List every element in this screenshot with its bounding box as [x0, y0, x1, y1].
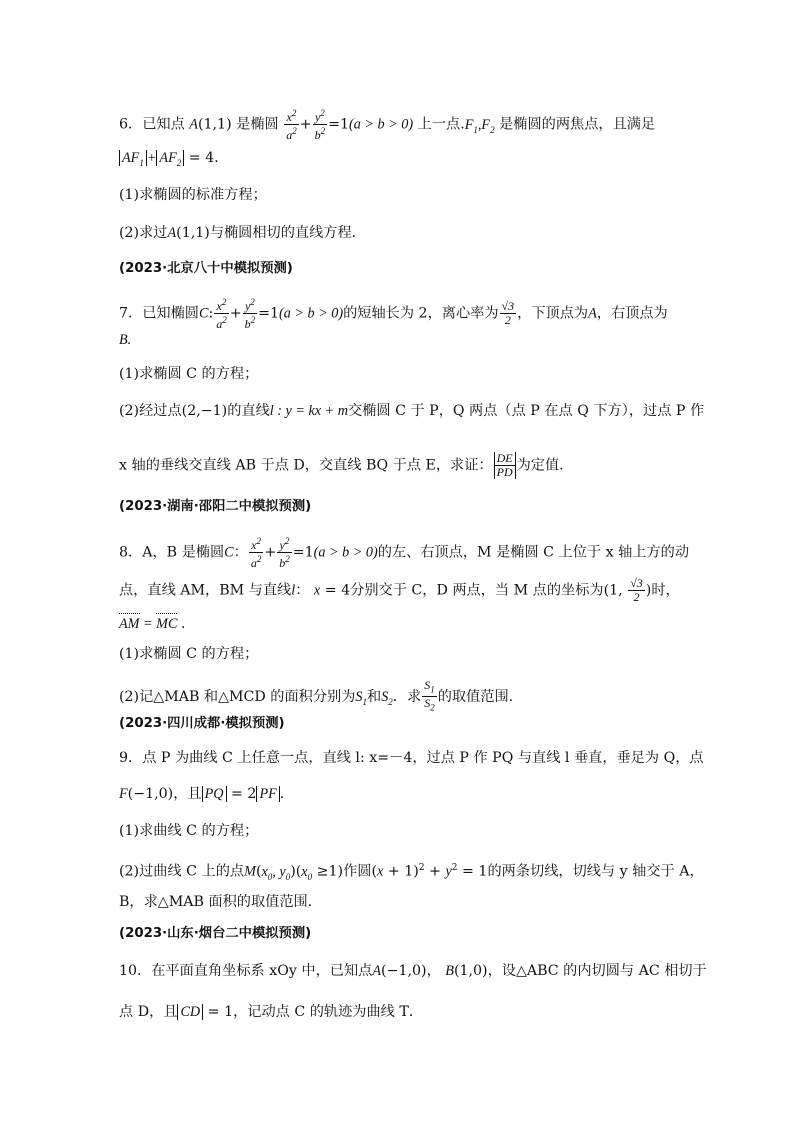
q9-stem-line1: 9．点 P 为曲线 C 上任意一点，直线 l: x=－4，过点 P 作 PQ 与直线 l 垂直，垂足为 Q，点	[119, 750, 704, 766]
q7-part2-line2: x 轴的垂线交直线 AB 于点 D，交直线 BQ 于点 E，求证： $\frac{DE}{PD}$ 为定值.	[119, 451, 564, 479]
q6-stem-line2: $AF_1 + AF_2 = 4$．	[119, 148, 228, 173]
q7-part1: (1)求椭圆 C 的方程；	[119, 366, 259, 382]
q8-source: (2023·湖南·邵阳二中模拟预测)	[119, 499, 312, 514]
q7-source: (2023·北京八十中模拟预测)	[119, 261, 293, 276]
q6-stem-line1: 6．已知点 A(1,1) 是椭圆 $\frac{x^2}{a^2}$ + $\frac{y^2}{b^2}$ =1(a > b > 0) 上一点$.F_1,F_2$ 是椭圆的两焦点，且满足	[119, 108, 656, 142]
q8-stem-line3: AM = MC ．	[119, 616, 196, 632]
q7-stem-line1: 7．已知椭圆C: $\frac{x^2}{a^2}$ + $\frac{y^2}{b^2}$ =1(a > b > 0)的短轴长为 2，离心率为 $\frac{√3}{2}$ ，下顶点为A，右顶点为	[119, 297, 668, 331]
q9-part2: (2)过曲线 C 上的点$M(x_0$, $y_0)(x_0 \ge 1)$作圆$(x + 1)^2 + y^2 = 1$的两条切线，切线与 y 轴交于 A，	[119, 863, 704, 882]
q9-stem-line2: F(−1,0)，且 PQ = 2 PF ．	[119, 786, 294, 802]
q7-part2: (2)经过点(2,−1)的直线l : y = kx + m交椭圆 C 于 P，Q 两点（点 P 在点 Q 下方），过点 P 作	[119, 403, 705, 419]
q8-part1: (1)求椭圆 C 的方程；	[119, 646, 259, 662]
q8-part2: (2)记△MAB 和△MCD 的面积分别为$S_1$和$S_2$．求 $\frac{S_1}{S_2}$ 的取值范围．	[119, 678, 523, 713]
q6-part1: (1)求椭圆的标准方程；	[119, 187, 267, 203]
q8-stem-line2: 点，直线 AM，BM 与直线l： x = 4分别交于 C，D 两点，当 M 点的坐标为(1, $\frac{√3}{2}$ )时，	[119, 576, 680, 604]
q9-source: (2023·四川成都·模拟预测)	[119, 716, 285, 731]
q9-part2-line2: B，求△MAB 面积的取值范围．	[119, 894, 322, 910]
q9-part1: (1)求曲线 C 的方程；	[119, 823, 259, 839]
q10-stem-line2: 点 D，且 CD = 1，记动点 C 的轨迹为曲线 T．	[119, 1004, 424, 1020]
q10-source: (2023·山东·烟台二中模拟预测)	[119, 926, 312, 941]
q6-part2: (2)求过A(1,1)与椭圆相切的直线方程．	[119, 225, 366, 241]
q7-stem-line2: B.	[119, 332, 132, 348]
q10-stem-line1: 10．在平面直角坐标系 xOy 中，已知点A(−1,0)， B(1,0)，设△ABC 的内切圆与 AC 相切于	[119, 963, 707, 979]
q8-stem-line1: 8．A，B 是椭圆C： $\frac{x^2}{a^2}$ + $\frac{y^2}{b^2}$ =1(a > b > 0)的左、右顶点，M 是椭圆 C 上位于 x 轴上方的动	[119, 536, 690, 570]
